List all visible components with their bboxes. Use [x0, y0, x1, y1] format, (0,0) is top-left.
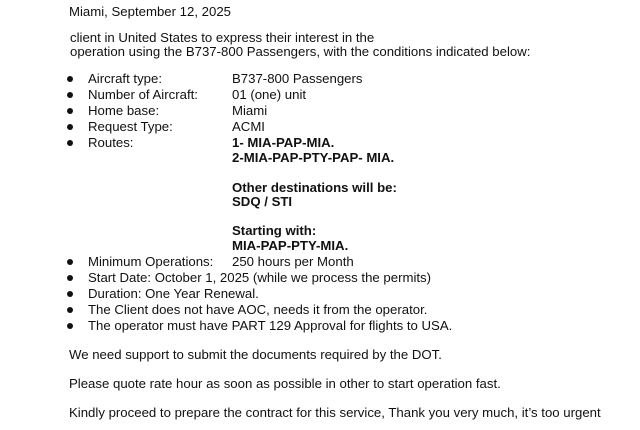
bullet-icon: [67, 108, 73, 114]
bullet-icon: [67, 291, 73, 297]
closing-paragraph-quote: Please quote rate hour as soon as possible in other to start operation fast.: [69, 376, 501, 391]
detail-value-number-of-aircraft: 01 (one) unit: [232, 87, 307, 102]
bullet-icon: [67, 140, 73, 146]
route-2: 2-MIA-PAP-PTY-PAP- MIA.: [232, 150, 395, 165]
bullet-icon: [67, 275, 73, 281]
detail-value-aircraft-type: B737-800 Passengers: [232, 71, 363, 86]
other-destinations-value: SDQ / STI: [232, 194, 293, 209]
bullet-icon: [67, 124, 73, 130]
detail-label-number-of-aircraft: Number of Aircraft:: [88, 87, 198, 102]
detail-label-home-base: Home base:: [88, 103, 160, 118]
bullet-icon: [67, 76, 73, 82]
term-start-date: Start Date: October 1, 2025 (while we process the permits): [88, 270, 432, 285]
bullet-icon: [67, 259, 73, 265]
intro-line-1: client in United States to express their interest in the: [70, 30, 375, 45]
term-duration: Duration: One Year Renewal.: [88, 286, 259, 301]
intro-line-2: operation using the B737-800 Passengers, with the conditions indicated below:: [70, 44, 531, 59]
detail-label-request-type: Request Type:: [88, 119, 173, 134]
detail-value-home-base: Miami: [232, 103, 268, 118]
detail-value-request-type: ACMI: [232, 119, 265, 134]
bullet-icon: [67, 323, 73, 329]
closing-paragraph-dot: We need support to submit the documents required by the DOT.: [69, 347, 442, 362]
detail-label-aircraft-type: Aircraft type:: [88, 71, 163, 86]
other-destinations-heading: Other destinations will be:: [232, 180, 397, 195]
date-line: Miami, September 12, 2025: [69, 4, 231, 19]
min-operations-label: Minimum Operations:: [88, 254, 214, 269]
detail-label-routes: Routes:: [88, 135, 134, 150]
starting-with-value: MIA-PAP-PTY-MIA.: [232, 238, 349, 253]
bullet-icon: [67, 92, 73, 98]
bullet-icon: [67, 307, 73, 313]
starting-with-heading: Starting with:: [232, 223, 317, 238]
closing-paragraph-contract: Kindly proceed to prepare the contract for this service, Thank you very much, it’s too urgent: [69, 405, 601, 420]
min-operations-value: 250 hours per Month: [232, 254, 354, 269]
term-aoc: The Client does not have AOC, needs it from the operator.: [88, 302, 428, 317]
term-part-129: The operator must have PART 129 Approval for flights to USA.: [88, 318, 453, 333]
route-1: 1- MIA-PAP-MIA.: [232, 135, 335, 150]
